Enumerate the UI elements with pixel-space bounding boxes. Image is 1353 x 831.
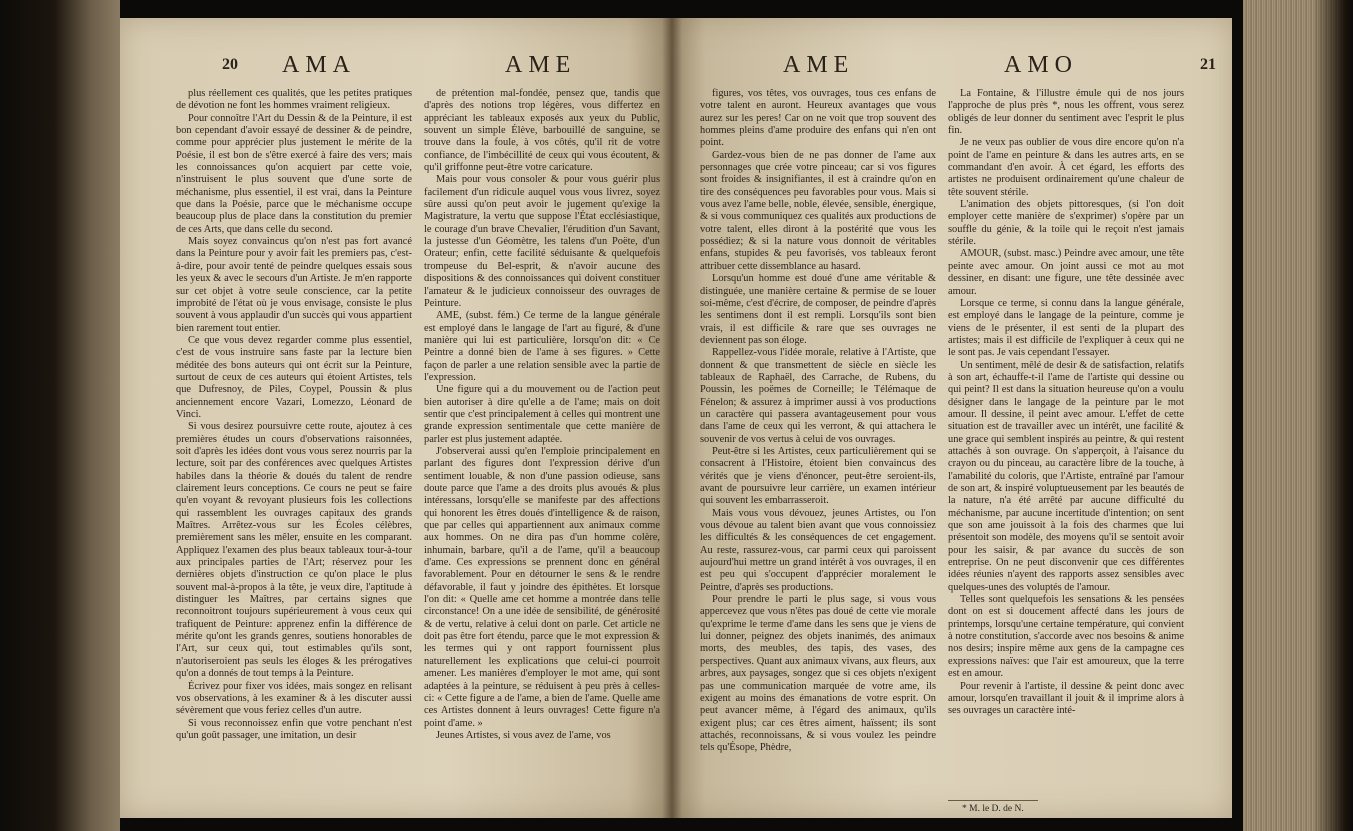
paragraph: Si vous reconnoissez enfin que votre penchant n'est qu'un goût passager, une imitation, un desir (176, 717, 412, 741)
right-page-number: 21 (1200, 56, 1216, 73)
paragraph: Telles sont quelquefois les sensations & les pensées dont on est si doucement affecté dans les jours de printemps, lorsqu'une certaine température, qui convient à notre constitution, s'accorde avec nos besoins & anime nos desirs; inspire même aux gens de la campagne ces expressions naïves: que l'air est amoureux, que la terre est en amour. (948, 594, 1184, 680)
paragraph: Pour connoître l'Art du Dessin & de la Peinture, il est bon cependant d'avoir essayé de dessiner & de peindre, comme pour apprécier plus justement le mérite de la Poésie, il est bon de s'être exercé à faire des vers; mais les connoissances qu'on acquiert par cette voie, n'instruisent le plus souvent que d'une sorte de méchanisme, plus essentiel, il est vrai, dans la Peinture que dans la Poésie, parce que le méchanisme occupe beaucoup plus de place dans la constitution du premier de ces Arts, que dans celle du second. (176, 112, 412, 235)
book-cover-edge-left (0, 0, 120, 831)
paragraph: AMOUR, (subst. masc.) Peindre avec amour, une tête peinte avec amour. On joint aussi ce mot au mot dessiner, en disant: une figure, une tête dessinée avec amour. (948, 248, 1184, 297)
footnote-rule (948, 800, 1038, 801)
paragraph: Je ne veux pas oublier de vous dire encore qu'on n'a point de l'ame en peinture & dans les autres arts, en se commandant d'en avoir. À cet égard, les efforts des artistes ne produisent ordinairement qu'une chaleur de tête souvent stérile. (948, 137, 1184, 198)
paragraph: Ce que vous devez regarder comme plus essentiel, c'est de vous instruire sans faste par la lecture bien méditée des bons auteurs qui ont écrit sur la Peinture, surtout de ceux de ces auteurs qui étoient Artistes, tels que Dufresnoy, de Piles, Coypel, Poussin & plus anciennement encore Vazari, Lomezzo, Léonard de Vinci. (176, 334, 412, 420)
book-page-edges-right (1243, 0, 1353, 831)
paragraph: J'observerai aussi qu'en l'emploie principalement en parlant des figures dont l'expression dérive d'un sentiment louable, & non d'une passion odieuse, sans doute parce que l'ame a des droits plus avoués & plus intéressans, lorsqu'elle se manifeste par des affections qui honorent les êtres doués d'intelligence & de raison, que par celles qui appartiennent aux animaux comme aux hommes. On ne dira pas d'un homme colère, inhumain, barbare, qu'il a de l'ame, qu'il a beaucoup d'ame. Ces expressions se prennent donc en général favorablement. Pour en détourner le sens & le rendre défavorable, il faut y joindre des épithètes. Et lorsque l'on dit: « Quelle ame cet homme a montrée dans telle circonstance! On a une idée de sensibilité, de générosité & de vertu, relative à celui dont on parle. Cet article ne doit pas être fort étendu, parce que le mot expression & les termes qui y ont rapport fournissent plus naturellement les explications que celui-ci pourroit amener. Les manières d'employer le mot ame, qui sont adaptées à la peinture, se réduisent à peu près à celles-ci: « Cette figure a de l'ame, a bien de l'ame. Quelle ame ces Artistes donnent à leurs ouvrages! Cette figure n'a point d'ame. » (424, 445, 660, 729)
paragraph: Gardez-vous bien de ne pas donner de l'ame aux personnages que crée votre pinceau; car si vos figures sont froides & insignifiantes, il est à craindre qu'on en tire des conséquences peu favorables pour vous. Mais si vous avez l'ame belle, noble, élevée, sensible, énergique, & si vous communiquez ces qualités aux productions de votre talent, elles diront à la postérité que vous les possédiez; & si la nature vous donnoit de véritables enfans, stupides & peu favorisés, vos tableaux feront attribuer cette dissemblance au hasard. (700, 149, 936, 272)
left-running-head-2: AME (505, 52, 577, 78)
right-running-head: AME (783, 52, 855, 78)
paragraph: AME, (subst. fém.) Ce terme de la langue générale est employé dans le langage de l'art au figuré, & d'une manière qui lui est particulière, lorsqu'on dit: « Ce Peintre a donné bien de l'ame à ses figures. » Cette façon de parler a une relation sensible avec la partie de l'expression. (424, 310, 660, 383)
paragraph: Un sentiment, mêlé de desir & de satisfaction, relatifs à son art, échauffe-t-il l'ame de l'artiste qui dessine ou qui peint? Il est dans la situation heureuse qu'on a voulu désigner dans le langage de la peinture par le mot amour. Il dessine, il peint avec amour. L'effet de cette situation est de travailler avec un intérêt, une facilité & une grace qui semblent inspirés au peintre, & qui restent attachés à son ouvrage. On s'apperçoit, à l'aisance du crayon ou du pinceau, au caractère libre de la touche, à l'amabilité du coloris, que l'Artiste, entraîné par l'amour de son art, & inspiré voluptueusement par les beautés de la nature, n'a été arrêté par aucune difficulté du méchanisme, par aucune incertitude d'intention; on sent que son ame jouissoit à la fois des charmes que lui présentoit son modèle, des moyens qu'il se sentoit avoir pour les saisir, & par avance du succès de son entreprise. On ne peut disconvenir que ces différentes idées réunies n'ayent des rapports assez sensibles avec quelques-unes des voluptés de l'amour. (948, 359, 1184, 593)
paragraph: Écrivez pour fixer vos idées, mais songez en relisant vos observations, à les examiner & à les discuter aussi sévèrement que vous feriez celles d'un autre. (176, 680, 412, 717)
paragraph: Pour prendre le parti le plus sage, si vous vous appercevez que vous n'êtes pas doué de cette vie morale qu'exprime le terme d'ame dans les sens que je viens de lui donner, peignez des objets inanimés, des animaux morts, des meubles, des tapis, des vases, des perspectives. Quant aux animaux vivans, aux fleurs, aux arbres, aux paysages, songez que si ces objets n'exigent pas une communication marquée de votre ame, ils exigent au moins des émanations de votre esprit. On peut avancer même, à l'égard des animaux, qu'ils exigent plus; car ces êtres aiment, haïssent; ils sont attachés, reconnoissans, & si vous voulez les peindre tels qu'Ésope, Phèdre, (700, 594, 936, 754)
paragraph: Mais vous vous dévouez, jeunes Artistes, ou l'on vous dévoue au talent bien avant que vous connoissiez les difficultés & les conséquences de cet engagement. Au reste, rassurez-vous, car parmi ceux qui paroissent aujourd'hui mettre un grand intérêt à vos ouvrages, il en est peu qui s'occupent d'apprécier moralement le Peintre, d'après ses productions. (700, 507, 936, 593)
paragraph: Rappellez-vous l'idée morale, relative à l'Artiste, que donnent & que transmettent de siècle en siècle les tableaux de Raphaël, des Carrache, de Rubens, du Poussin, les poëmes de Corneille; le Télémaque de Fénelon; & assurez à imprimer aussi à vos productions un caractère qui passera avantageusement pour vous dans l'ame de ceux qui les verront, & qui attachera le souvenir de vos vertus à celui de vos ouvrages. (700, 347, 936, 445)
paragraph: Si vous desirez poursuivre cette route, ajoutez à ces premières études un cours d'observations raisonnées, soit d'après les idées dont vous vous serez nourris par la lecture, soit par des conférences avec quelques Artistes habiles dans la théorie & doués du talent de rendre clairement leurs conceptions. Ce cours ne peut se faire qu'en voyant & revoyant plusieurs fois les collections qui rassemblent les ouvrages capitaux des grands Maîtres. Arrêtez-vous sur les Écoles célèbres, premièrement sans les mêler, ensuite en les comparant. Appliquez l'examen des plus beaux tableaux tour-à-tour aux principales parties de l'Art; réservez pour les dernières objets d'instruction ce qu'on place le plus souvent mal-à-propos à la tête, je veux dire, l'aptitude à distinguer les Maîtres, par certains signes que reconnoitront toujours supérieurement à vous ceux qui trafiquent de Peinture: apprenez enfin la différence de mérite qu'ont les grands genres, soutiens honorables de l'Art, sur ceux qui, tout estimables qu'ils sont, n'autoriseroient pas seuls les éloges & les prérogatives qu'on a donnés de tout temps à la Peinture. (176, 421, 412, 680)
right-running-head-2: AMO (1004, 52, 1079, 78)
paragraph: de prétention mal-fondée, pensez que, tandis que d'après des notions trop légères, vous differtez en appréciant les tableaux exposés aux yeux du Public, souvent un simple Élève, barbouillé de sanguine, se trouve dans la foule, à vos côtés, qu'il rit de votre confiance, de l'imbécillité de ceux qui vous écoutent, & qu'il griffonne peut-être votre caricature. (424, 88, 660, 174)
book-gutter (662, 18, 682, 818)
paragraph: Lorsque ce terme, si connu dans la langue générale, est employé dans le langage de la peinture, comme je viens de le présenter, il est senti de la plupart des artistes; mais il est difficile de l'expliquer à ceux qui ne le sont pas. Je vais cependant l'essayer. (948, 297, 1184, 359)
paragraph: Jeunes Artistes, si vous avez de l'ame, vos (436, 729, 611, 741)
paragraph: Pour revenir à l'artiste, il dessine & peint donc avec amour, lorsqu'en travaillant il jouit & il imprime alors à ses ouvrages un caractère inté- (948, 680, 1184, 717)
right-page-column-1 (700, 88, 936, 808)
footnote: * M. le D. de N. (962, 804, 1024, 814)
left-page-number: 20 (222, 56, 238, 73)
paragraph: figures, vos têtes, vos ouvrages, tous ces enfans de votre talent en auront. Heureux avantages que vous aurez sur les peres! Car on ne voit que trop souvent des hommes pleins d'ame produire des enfans qui n'en ont point. (700, 88, 936, 149)
paragraph: Peut-être si les Artistes, ceux particulièrement qui se consacrent à l'Histoire, étoient bien convaincus des vérités que je viens d'énoncer, peut-être seroient-ils, avant de poursuivre leur carrière, un examen intérieur qui souvent les embarrasseroit. (700, 445, 936, 507)
paragraph: La Fontaine, & l'illustre émule qui de nos jours l'approche de plus près *, nous les offrent, vous serez obligés de leur donner du sentiment avec l'esprit le plus fin. (948, 88, 1184, 137)
paragraph: Mais soyez convaincus qu'on n'est pas fort avancé dans la Peinture pour y avoir fait les premiers pas, c'est-à-dire, pour avoir tenté de peindre quelques essais sous les yeux & avec le secours d'un Artiste. Je m'en rapporte sur cet objet à votre seule conscience, car la petite improbité de l'état où je vous envisage, consiste le plus souvent à vous applaudir d'un succès qui vous appartient bien rarement tout entier. (176, 236, 412, 334)
left-running-head: AMA (282, 52, 357, 78)
paragraph: Lorsqu'un homme est doué d'une ame véritable & distinguée, une manière certaine & permise de se louer soi-même, c'est d'écrire, de composer, de peindre d'après les sentimens dont il est rempli. Lorsqu'ils sont bien vrais, il est difficile & rare que ses ouvrages ne deviennent pas son éloge. (700, 273, 936, 346)
left-page-column-1 (176, 88, 412, 808)
paragraph: plus réellement ces qualités, que les petites pratiques de dévotion ne font les hommes vraiment religieux. (176, 88, 412, 112)
right-page-column-2 (948, 88, 1184, 778)
left-page-column-2 (424, 88, 660, 808)
paragraph: Mais pour vous consoler & pour vous guérir plus facilement d'un ridicule auquel vous vous livrez, soyez sûre aussi qu'on peut avoir le jugement qu'exige la Magistrature, la vertu que suppose l'État ecclésiastique, le courage d'un brave Chevalier, l'érudition d'un Savant, la justesse d'un Géomètre, les talens d'un Poëte, d'un Orateur; enfin, cette facilité séduisante & quelquefois trompeuse du Bel-esprit, & n'avoir aucune des dispositions & des connoissances qui doivent constituer l'amateur & le judicieux connoisseur des ouvrages de Peinture. (424, 174, 660, 309)
paragraph: Une figure qui a du mouvement ou de l'action peut bien autoriser à dire qu'elle a de l'ame; mais on doit sentir que c'est principalement à celles qui montrent une grande expression sentimentale que cette manière de parler est plus justement adaptée. (424, 384, 660, 445)
paragraph: L'animation des objets pittoresques, (si l'on doit employer cette manière de s'exprimer) s'opère par un souffle du génie, & la toile qui le reçoit n'est jamais stérile. (948, 199, 1184, 248)
